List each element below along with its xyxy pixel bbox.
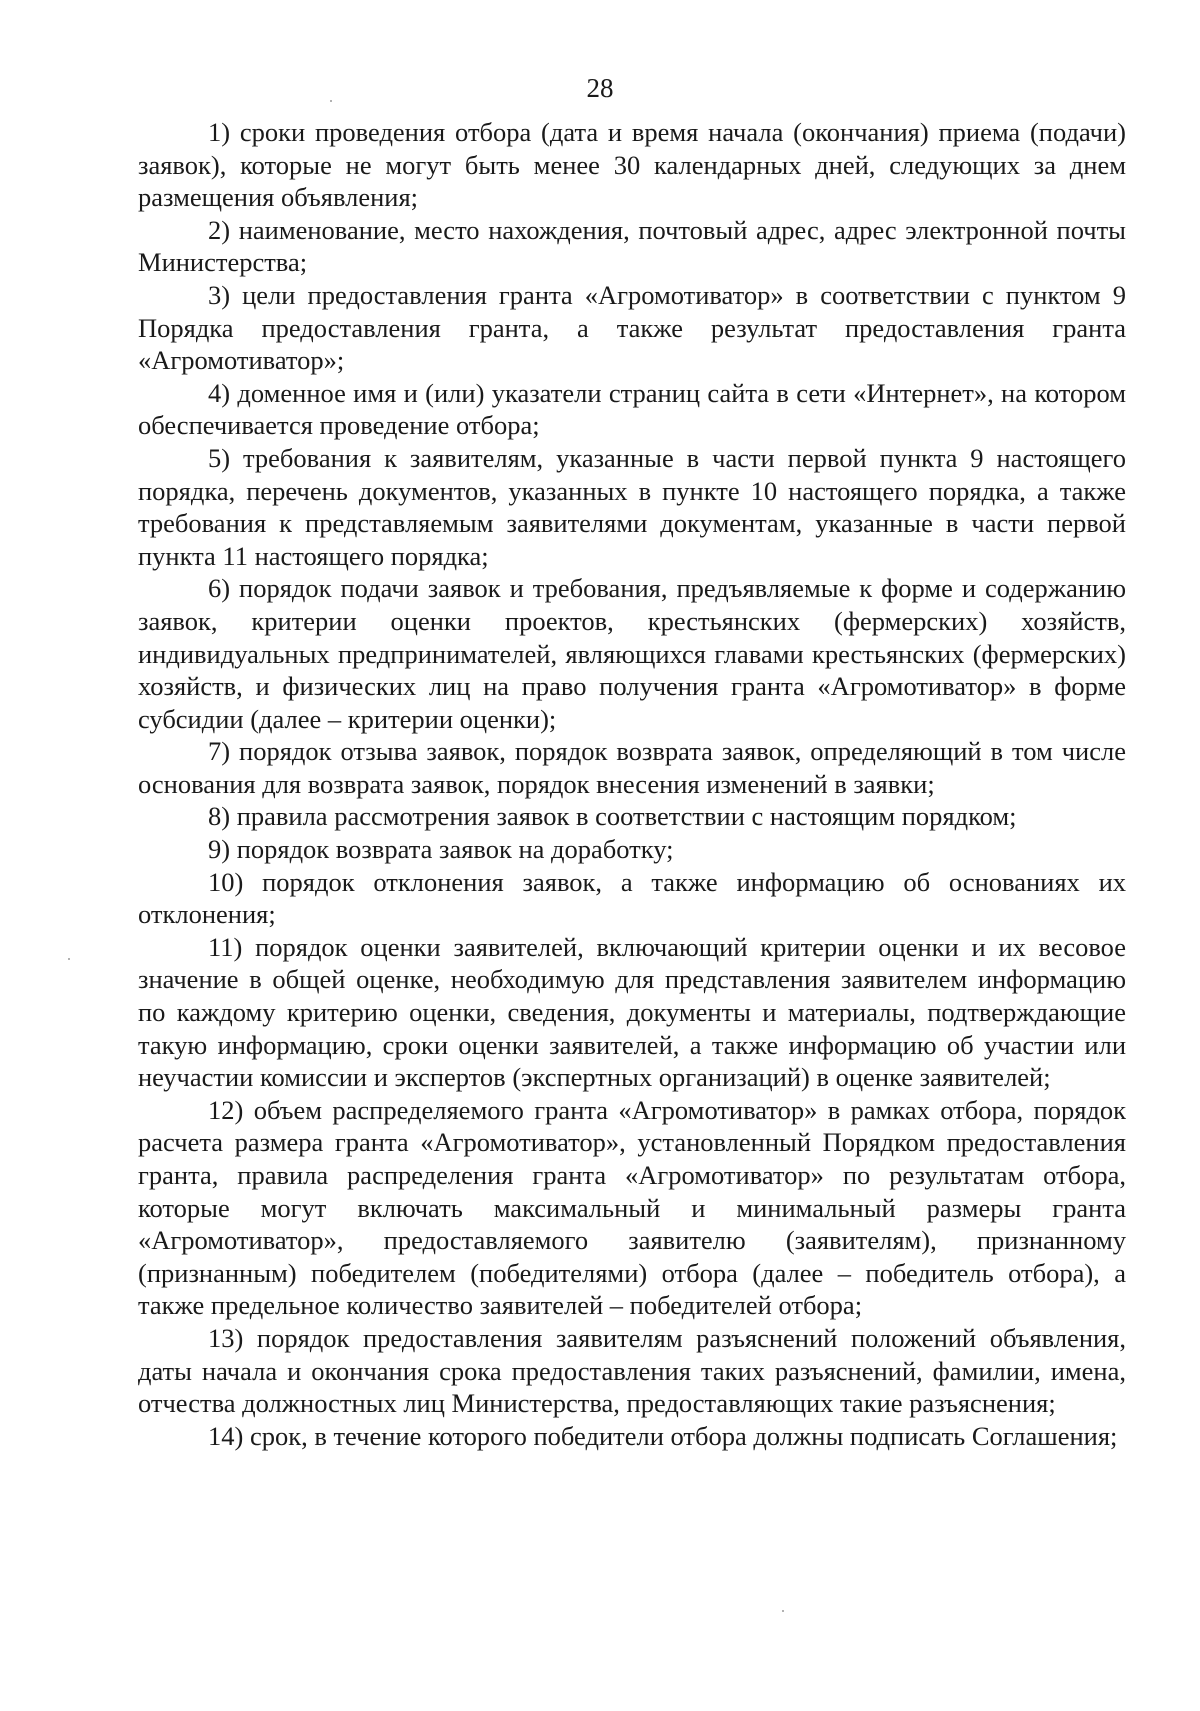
list-item: 8) правила рассмотрения заявок в соответствии с настоящим порядком; bbox=[208, 801, 1017, 832]
list-item: 1) сроки проведения отбора (дата и время начала (окончания) приема (подачи) заявок), которые не могут быть менее 30 календарных дней, следующих за днем размещения объявления; bbox=[138, 117, 1126, 213]
list-item: 11) порядок оценки заявителей, включающий критерии оценки и их весовое значение в общей оценке, необходимую для представления заявителем информацию по каждому критерию оценки, сведения, документы и материалы, подтверждающие такую информацию, сроки оценки заявителей, а также информацию об участии или неучастии комиссии и экспертов (экспертных организаций) в оценке заявителей; bbox=[138, 931, 1126, 1093]
list-item: 10) порядок отклонения заявок, а также информацию об основаниях их отклонения; bbox=[138, 866, 1126, 930]
list-item: 7) порядок отзыва заявок, порядок возврата заявок, определяющий в том числе основания для возврата заявок, порядок внесения изменений в заявки; bbox=[138, 736, 1126, 799]
document-body bbox=[138, 116, 1126, 1452]
list-item: 6) порядок подачи заявок и требования, предъявляемые к форме и содержанию заявок, критерии оценки проектов, крестьянских (фермерских) хозяйств, индивидуальных предпринимателей, являющихся главами крестьянских (фермерских) хозяйств, и физических лиц на право получения гранта «Агромотиватор» в форме субсидии (далее – критерии оценки); bbox=[138, 573, 1126, 734]
list-item: 4) доменное имя и (или) указатели страниц сайта в сети «Интернет», на котором обеспечивается проведение отбора; bbox=[138, 377, 1126, 441]
list-item: 2) наименование, место нахождения, почтовый адрес, адрес электронной почты Министерства; bbox=[138, 214, 1126, 278]
list-item: 5) требования к заявителям, указанные в части первой пункта 9 настоящего порядка, перечень документов, указанных в пункте 10 настоящего порядка, а также требования к представляемым заявителями документам, указанные в части первой пункта 11 настоящего порядка; bbox=[138, 442, 1126, 571]
list-item: 13) порядок предоставления заявителям разъяснений положений объявления, даты начала и окончания срока предоставления таких разъяснений, фамилии, имена, отчества должностных лиц Министерства, предоставляющих такие разъяснения; bbox=[138, 1322, 1126, 1419]
list-item: 9) порядок возврата заявок на доработку; bbox=[208, 834, 674, 865]
list-item: 3) цели предоставления гранта «Агромотиватор» в соответствии с пунктом 9 Порядка предоставления гранта, а также результат предоставления гранта «Агромотиватор»; bbox=[138, 279, 1126, 376]
page-number: 28 bbox=[586, 73, 614, 103]
scan-speck bbox=[68, 958, 70, 960]
list-item: 14) срок, в течение которого победители отбора должны подписать Соглашения; bbox=[208, 1420, 1118, 1451]
scan-speck bbox=[330, 100, 332, 102]
scan-speck bbox=[782, 1610, 784, 1612]
list-item: 12) объем распределяемого гранта «Агромотиватор» в рамках отбора, порядок расчета размера гранта «Агромотиватор», установленный Порядком предоставления гранта, правила распределения гранта «Агромотиватор» по результатам отбора, которые могут включать максимальный и минимальный размеры гранта «Агромотиватор», предоставляемого заявителю (заявителям), признанному (признанным) победителем (победителями) отбора (далее – победитель отбора), а также предельное количество заявителей – победителей отбора; bbox=[138, 1094, 1126, 1321]
